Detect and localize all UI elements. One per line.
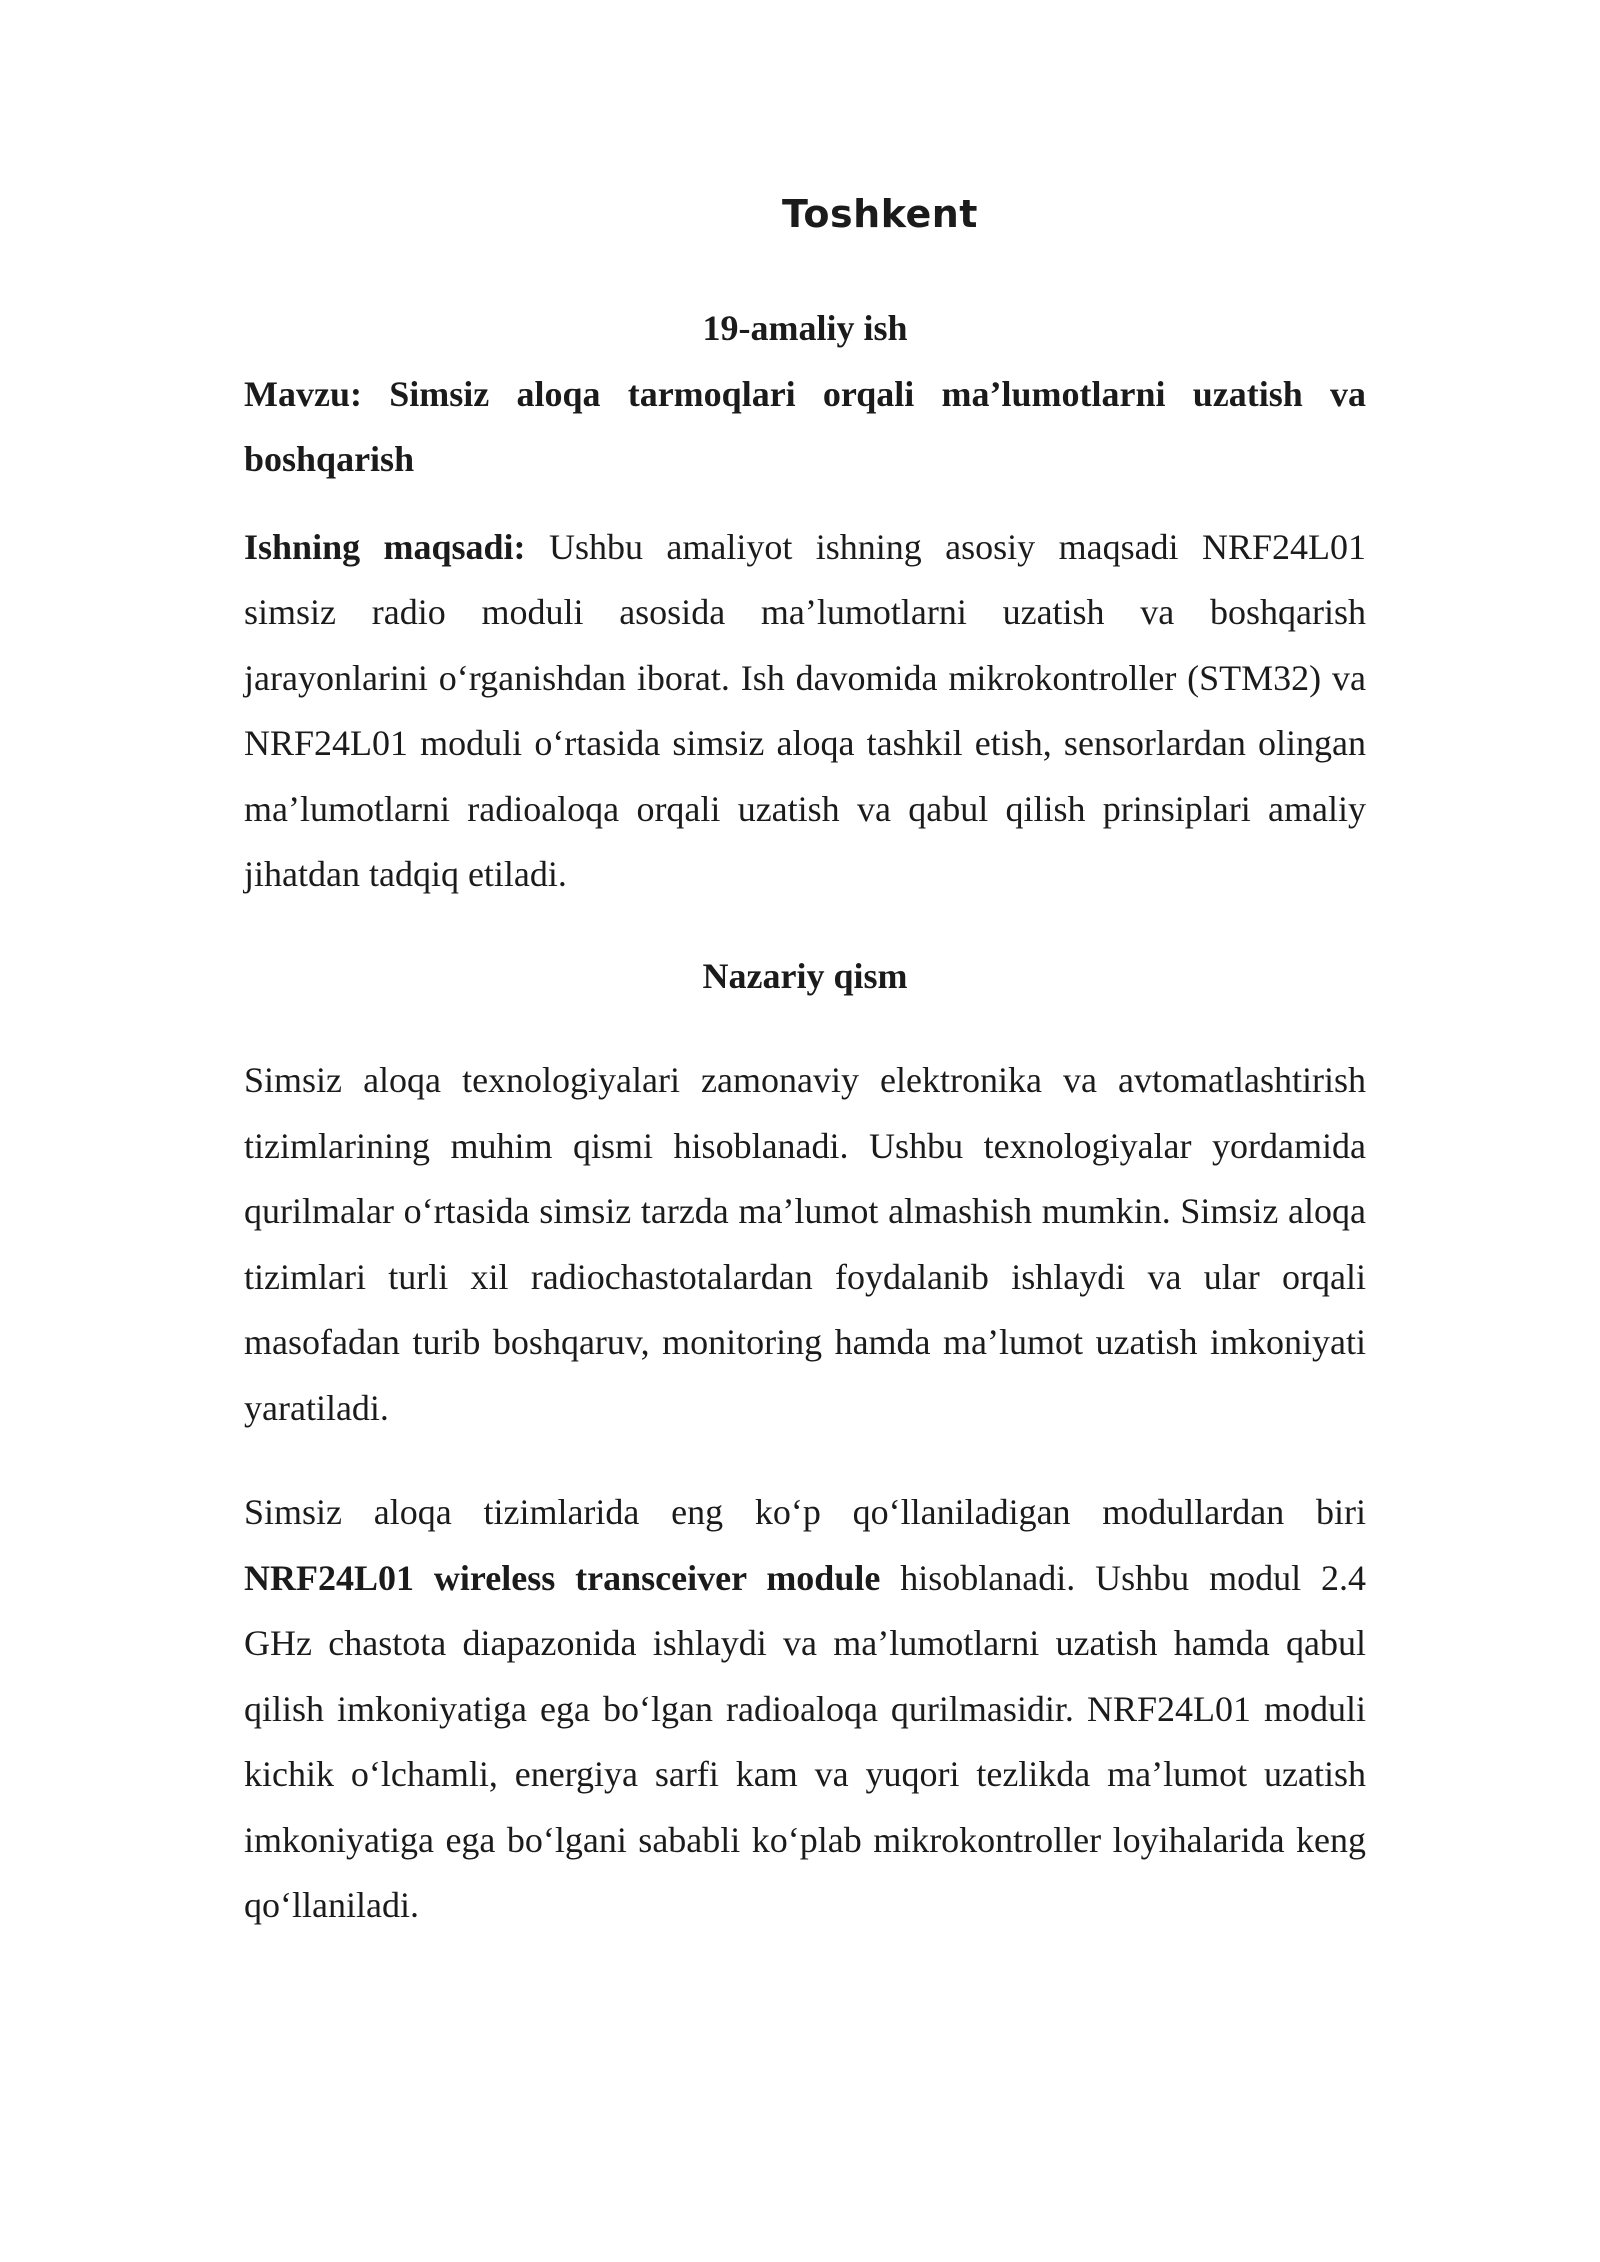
section-title: Nazariy qism	[702, 955, 908, 996]
document-body	[244, 296, 1366, 1939]
topic-heading: Mavzu: Simsiz aloqa tarmoqlari orqali ma’lumotlarni uzatish va boshqarish	[244, 373, 1366, 479]
theory-paragraph-1: Simsiz aloqa texnologiyalari zamonaviy elektronika va avtomatlashtirish tizimlarining muhim qismi hisoblanadi. Ushbu texnologiyalar yordamida qurilmalar o‘rtasida simsiz tarzda ma’lumot almashish mumkin. Simsiz aloqa tizimlari turli xil radiochastotalardan foydalanib ishlaydi va ular orqali masofadan turib boshqaruv, monitoring hamda ma’lumot uzatish imkoniyati yaratiladi.	[244, 1060, 1366, 1428]
theory-paragraph-2	[244, 1480, 1366, 1939]
module-name: NRF24L01 wireless transceiver module	[244, 1557, 881, 1598]
goal-text: Ushbu amaliyot ishning asosiy maqsadi NRF24L01 simsiz radio moduli asosida ma’lumotlarni uzatish va boshqarish jarayonlarini o‘rganishdan iborat. Ish davomida mikrokontroller (STM32) va NRF24L01 moduli o‘rtasida simsiz aloqa tashkil etish, sensorlardan olingan ma’lumotlarni radioaloqa orqali uzatish va qabul qilish prinsiplari amaliy jihatdan tadqiq etiladi.	[244, 526, 1366, 894]
goal-label: Ishning maqsadi:	[244, 526, 526, 567]
city-heading: Toshkent	[782, 192, 978, 236]
goal-paragraph	[244, 515, 1366, 908]
lab-title: 19-amaliy ish	[702, 308, 908, 348]
theory-paragraph-2-rest: hisoblanadi. Ushbu modul 2.4 GHz chastota diapazonida ishlaydi va ma’lumotlarni uzatish hamda qabul qilish imkoniyatiga ega bo‘lgan radioaloqa qurilmasidir. NRF24L01 moduli kichik o‘lchamli, energiya sarfi kam va yuqori tezlikda ma’lumot uzatish imkoniyatiga ega bo‘lgani sababli ko‘plab mikrokontroller loyihalarida keng qo‘llaniladi.	[244, 1557, 1366, 1925]
theory-paragraph-2-lead: Simsiz aloqa tizimlarida eng ko‘p qo‘llaniladigan modullardan biri	[244, 1492, 1366, 1532]
